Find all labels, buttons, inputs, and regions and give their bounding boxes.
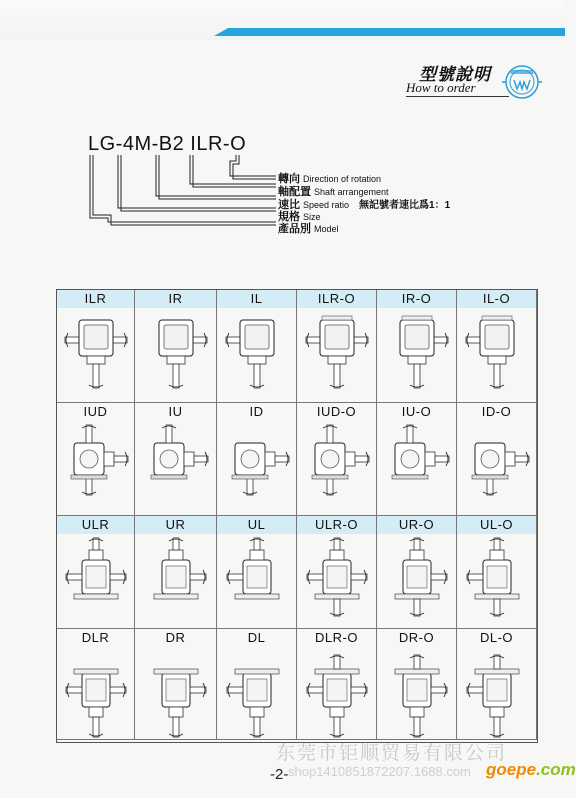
gearbox-diagram-icon xyxy=(457,647,537,742)
arrangement-code: DL xyxy=(247,630,266,645)
table-cell xyxy=(57,516,135,629)
arrangement-code: DLR-O xyxy=(315,630,358,645)
arrangement-code: UR-O xyxy=(377,516,456,534)
table-cell xyxy=(135,516,217,629)
arrangement-code: IUD-O xyxy=(316,404,357,419)
arrangement-code: ID xyxy=(249,404,264,419)
arrangement-code: IU-O xyxy=(401,404,432,419)
table-cell xyxy=(457,403,537,516)
gearbox-diagram-icon xyxy=(135,308,217,403)
table-cell xyxy=(457,290,537,403)
gearbox-diagram-icon xyxy=(457,308,537,403)
legend-en: Speed ratio xyxy=(303,200,350,210)
table-cell xyxy=(135,403,217,516)
footer-url: shop1410851872207.1688.com xyxy=(288,764,471,779)
table-cell xyxy=(217,290,297,403)
arrangement-code: UL xyxy=(217,516,296,534)
legend-en: Direction of rotation xyxy=(303,174,382,184)
gearbox-diagram-icon xyxy=(217,647,297,742)
table-cell xyxy=(297,290,377,403)
legend-cn: 轉向 xyxy=(278,173,300,185)
legend-en: Shaft arrangement xyxy=(314,187,389,197)
shaft-arrangement-table xyxy=(56,289,538,743)
watermark-part-b: .com xyxy=(536,760,576,779)
table-cell xyxy=(377,290,457,403)
table-cell xyxy=(135,629,217,740)
gearbox-diagram-icon xyxy=(135,534,217,629)
model-code-example: LG-4M-B2 ILR-O xyxy=(88,133,247,155)
table-cell xyxy=(217,403,297,516)
table-cell xyxy=(217,516,297,629)
gearbox-diagram-icon xyxy=(217,308,297,403)
legend-note: 無記號者速比爲1：1 xyxy=(359,200,451,211)
table-cell xyxy=(377,516,457,629)
gearbox-diagram-icon xyxy=(457,534,537,629)
table-cell xyxy=(377,403,457,516)
table-cell xyxy=(57,290,135,403)
legend-cn: 速比 xyxy=(278,199,300,211)
table-cell xyxy=(297,516,377,629)
arrangement-code: IR-O xyxy=(377,290,456,308)
arrangement-code: DL-O xyxy=(479,630,514,645)
arrangement-code: UR xyxy=(135,516,216,534)
arrangement-code: IR xyxy=(135,290,216,308)
page-subtitle: How to order xyxy=(406,80,476,95)
gearbox-diagram-icon xyxy=(377,534,457,629)
arrangement-code: IUD xyxy=(83,404,108,419)
gearbox-diagram-icon xyxy=(135,421,217,516)
gearbox-diagram-icon xyxy=(297,534,377,629)
gearbox-diagram-icon xyxy=(135,647,217,742)
gearbox-diagram-icon xyxy=(297,647,377,742)
gearbox-diagram-icon xyxy=(57,647,135,742)
watermark-part-a: goepe xyxy=(486,760,537,779)
arrangement-code: UL-O xyxy=(457,516,536,534)
table-cell xyxy=(57,629,135,740)
gearbox-diagram-icon xyxy=(57,421,135,516)
gearbox-diagram-icon xyxy=(377,308,457,403)
table-cell xyxy=(135,290,217,403)
page-number: -2- xyxy=(270,766,289,783)
legend-cn: 產品別 xyxy=(278,223,311,235)
gearbox-diagram-icon xyxy=(377,421,457,516)
table-cell xyxy=(457,629,537,740)
arrangement-code: ILR-O xyxy=(297,290,376,308)
legend-en: Model xyxy=(314,224,339,234)
gearbox-diagram-icon xyxy=(297,308,377,403)
footer-company-name: 东莞市钜顺贸易有限公司 xyxy=(276,743,508,764)
table-cell xyxy=(57,403,135,516)
arrangement-code: ULR-O xyxy=(297,516,376,534)
gearbox-diagram-icon xyxy=(217,534,297,629)
legend-en: Size xyxy=(303,212,321,222)
arrangement-code: DLR xyxy=(81,630,110,645)
arrangement-code: ID-O xyxy=(481,404,512,419)
gearbox-diagram-icon xyxy=(57,308,135,403)
table-cell xyxy=(377,629,457,740)
arrangement-code: DR-O xyxy=(398,630,435,645)
legend-cn: 軸配置 xyxy=(278,186,311,198)
arrangement-code: IL xyxy=(217,290,296,308)
gearbox-diagram-icon xyxy=(217,421,297,516)
gearbox-diagram-icon xyxy=(457,421,537,516)
arrangement-code: DR xyxy=(165,630,186,645)
table-cell xyxy=(297,403,377,516)
watermark-logo xyxy=(486,760,576,780)
legend-cn: 規格 xyxy=(278,211,300,223)
arrangement-code: ULR xyxy=(57,516,134,534)
gearbox-diagram-icon xyxy=(297,421,377,516)
arrangement-code: IL-O xyxy=(457,290,536,308)
arrangement-code: ILR xyxy=(57,290,134,308)
page-title: 型號說明 xyxy=(419,65,491,85)
legend-item-model xyxy=(278,220,339,236)
gearbox-diagram-icon xyxy=(377,647,457,742)
table-cell xyxy=(297,629,377,740)
gearbox-diagram-icon xyxy=(57,534,135,629)
arrangement-code: IU xyxy=(168,404,183,419)
table-cell xyxy=(217,629,297,740)
table-cell xyxy=(457,516,537,629)
